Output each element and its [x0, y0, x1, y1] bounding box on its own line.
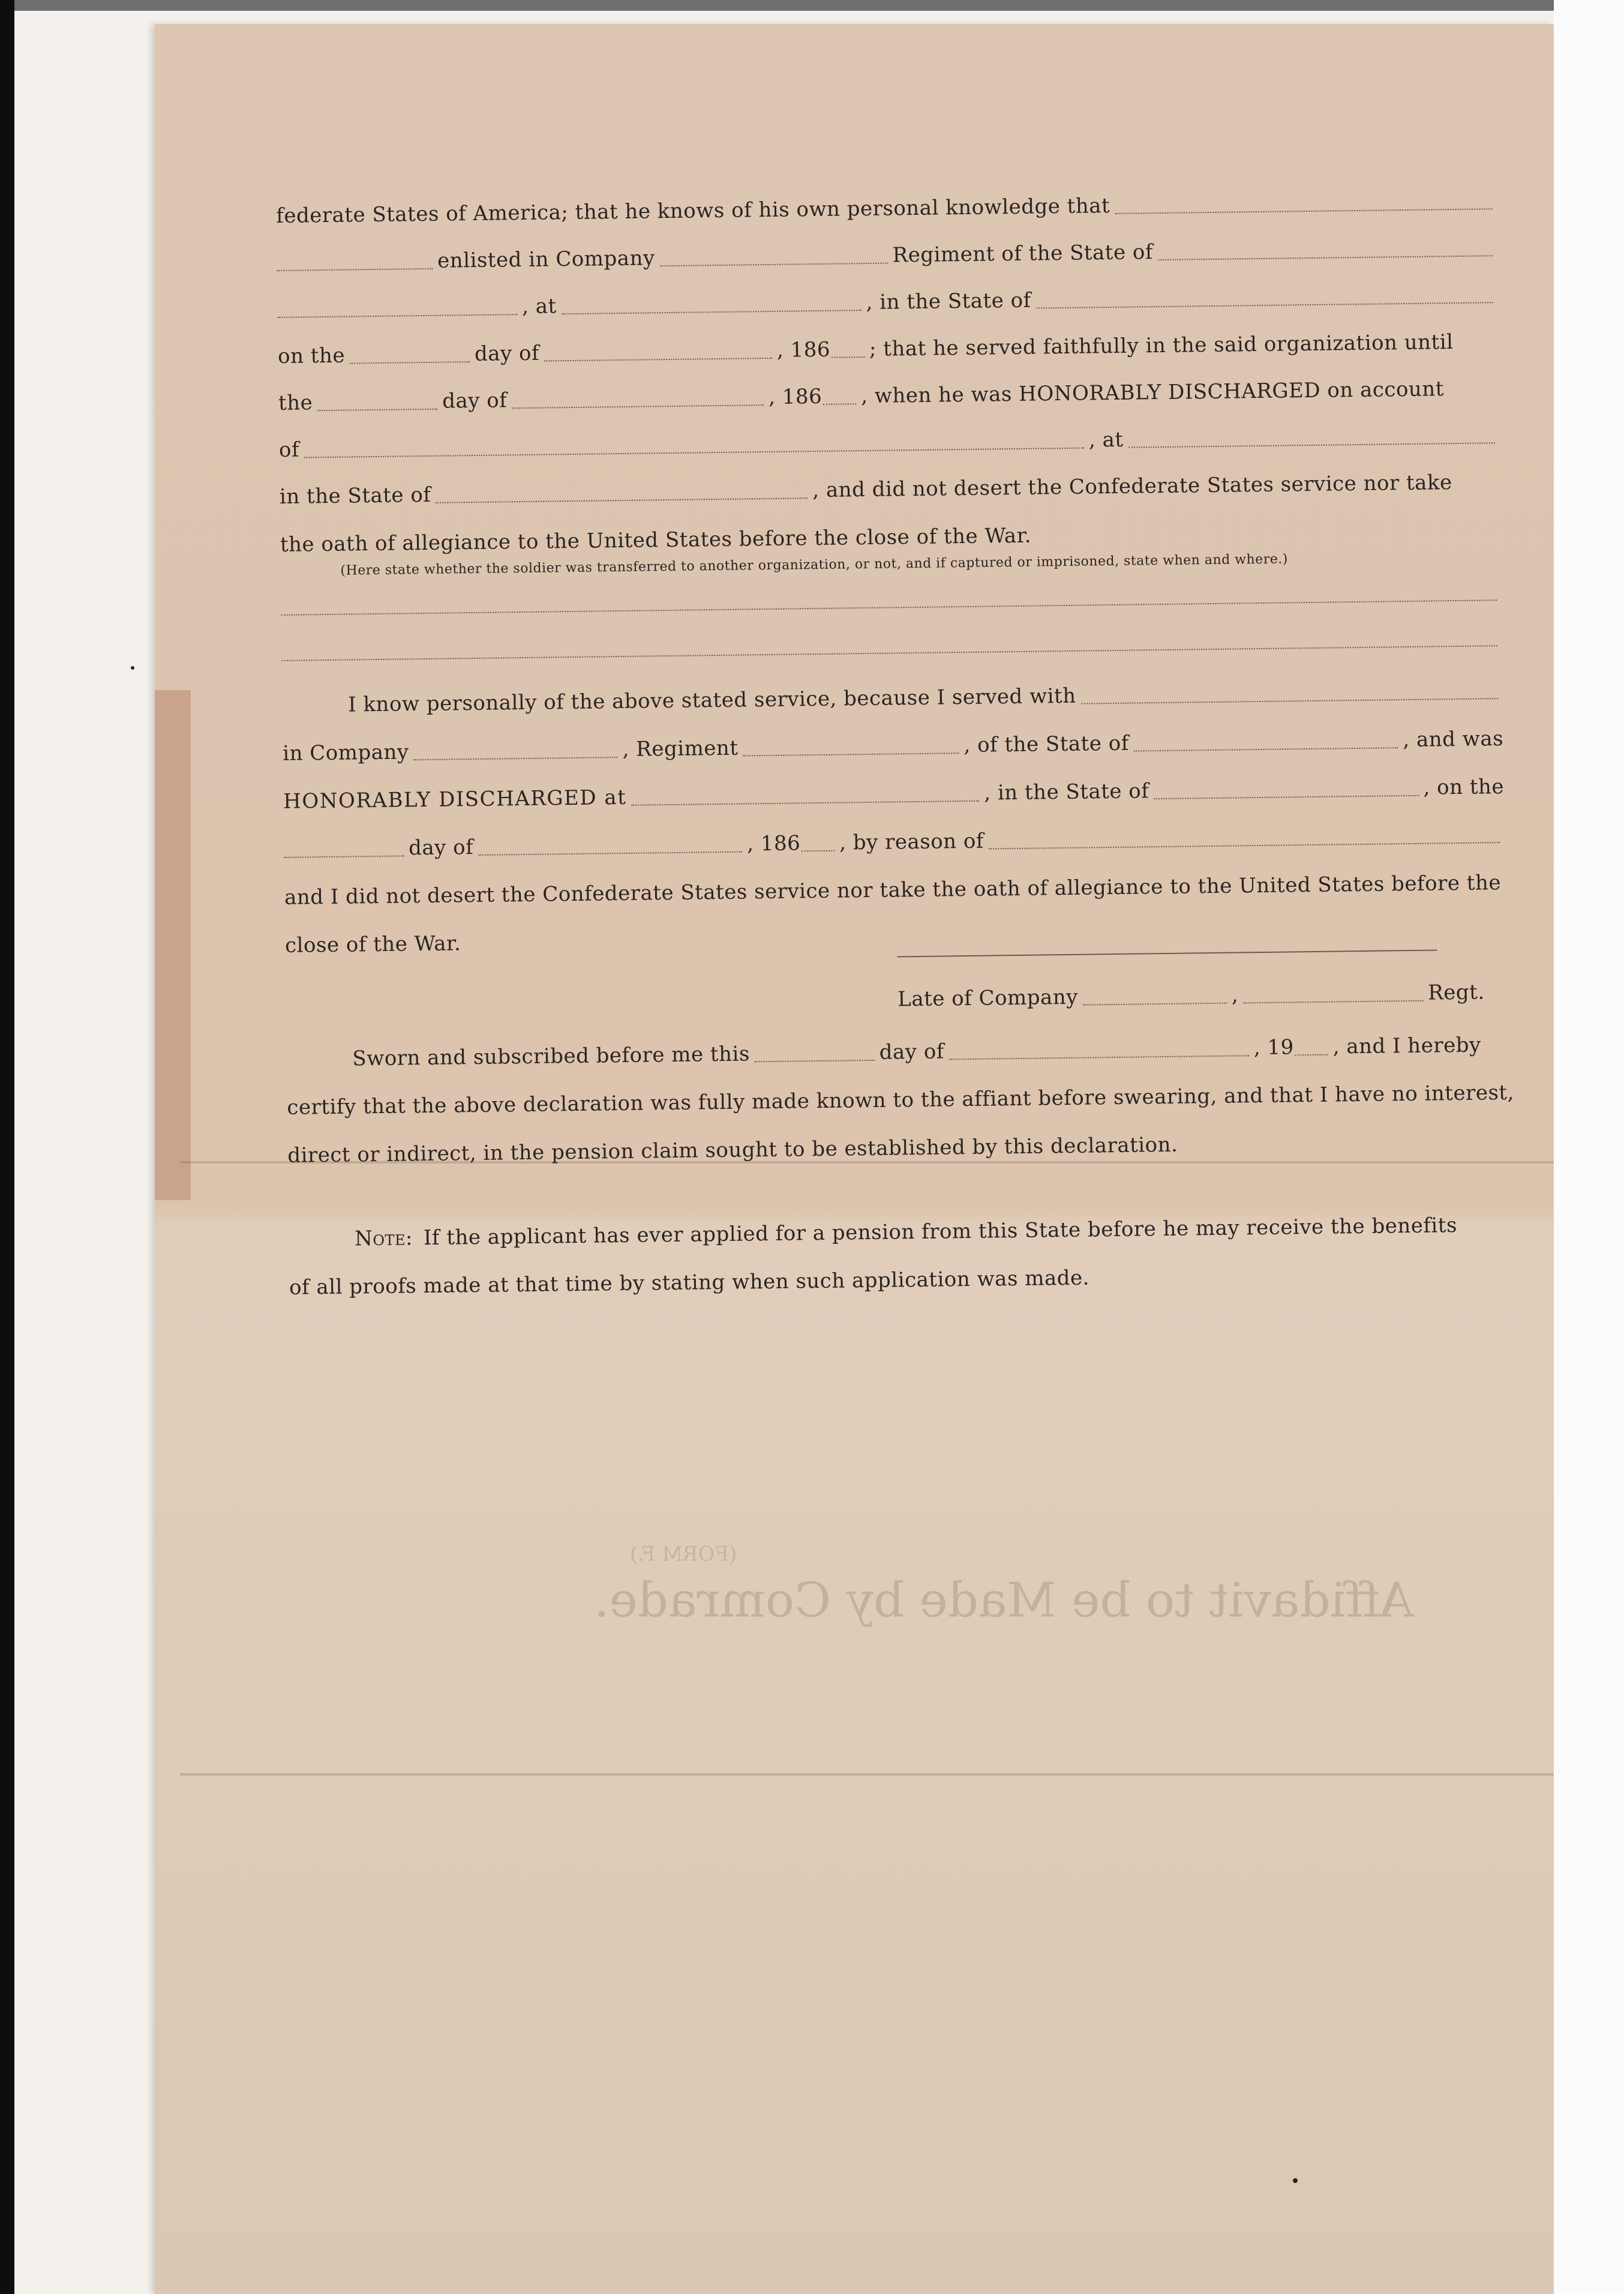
line-20: certify that the above declaration was fully made known to the affiant before swearing, and that I have no interest,	[287, 1080, 1515, 1120]
blank-discharge-year[interactable]	[823, 389, 856, 405]
blank-comrade-company[interactable]	[413, 742, 617, 760]
blank-discharge-state[interactable]	[436, 483, 808, 503]
paper-stain	[155, 690, 191, 1200]
line-18: Late of Company , Regt.	[897, 980, 1485, 1012]
fold-line-lower	[180, 1773, 1554, 1776]
blank-comrade-discharge-reason[interactable]	[989, 827, 1500, 849]
blank-company[interactable]	[660, 248, 888, 267]
blank-late-regiment[interactable]	[1243, 986, 1423, 1004]
blank-enlist-place[interactable]	[562, 295, 861, 314]
blank-enlist-state[interactable]	[1036, 287, 1494, 308]
blank-late-company[interactable]	[1083, 988, 1227, 1006]
scan-edge-right	[1554, 0, 1624, 2294]
paper-speck	[131, 666, 134, 670]
blank-regiment-state[interactable]	[1158, 241, 1493, 260]
instruction-note: (Here state whether the soldier was transferred to another organization, or not, and if captured or imprisoned, state when and where.)	[340, 551, 1289, 578]
blank-comrade-discharge-day[interactable]	[284, 841, 404, 857]
blank-sworn-month[interactable]	[949, 1040, 1249, 1060]
line-15: day of , 186 , by reason of	[284, 823, 1505, 862]
line-3: , at , in the State of	[277, 283, 1498, 322]
blank-sworn-year[interactable]	[1295, 1040, 1328, 1056]
bleed-form-title: Affidavit to be Made by Comrade.	[594, 1572, 1414, 1628]
blank-discharge-place[interactable]	[1128, 428, 1495, 448]
blank-comrade-regiment[interactable]	[743, 738, 959, 756]
blank-regiment[interactable]	[277, 299, 517, 318]
blank-enlist-month[interactable]	[544, 343, 772, 362]
blank-comrade-state[interactable]	[1134, 733, 1398, 751]
blank-comrade-unit[interactable]	[1080, 683, 1498, 704]
paper-speck	[1293, 2178, 1298, 2183]
line-19: Sworn and subscribed before me this day of , 19 , and I hereby	[352, 1033, 1481, 1071]
line-17: close of the War.	[284, 931, 461, 958]
bleed-form-number: (FORM F.)	[630, 1542, 737, 1566]
scan-edge-top	[0, 0, 1624, 11]
blank-discharge-month[interactable]	[512, 390, 764, 409]
blank-enlisted-date[interactable]	[277, 254, 433, 271]
note-line-1: Note: If the applicant has ever applied for a pension from this State before he may receive the benefits	[354, 1213, 1458, 1251]
blank-discharge-day[interactable]	[317, 394, 437, 411]
blank-comrade-discharge-place[interactable]	[631, 786, 979, 806]
line-8: the oath of allegiance to the United States before the close of the War.	[280, 523, 1032, 557]
line-1: federate States of America; that he knows of his own personal knowledge that	[276, 189, 1497, 228]
blank-comrade-discharge-state[interactable]	[1154, 781, 1419, 799]
note-line-2: of all proofs made at that time by stating when such application was made.	[289, 1266, 1090, 1300]
blank-soldier-name[interactable]	[1115, 194, 1492, 214]
line-21: direct or indirect, in the pension claim sought to be established by this declaration.	[287, 1132, 1178, 1168]
scan-edge-left	[0, 0, 14, 2294]
blank-comrade-discharge-month[interactable]	[478, 837, 742, 856]
line-13: in Company , Regiment , of the State of , and was	[282, 727, 1504, 766]
line-4: on the day of , 186 ; that he served faithfully in the said organization until	[277, 330, 1454, 368]
blank-comrade-discharge-year[interactable]	[802, 836, 834, 852]
blank-sworn-day[interactable]	[755, 1045, 875, 1062]
line-5: the day of , 186 , when he was HONORABLY DISCHARGED on account	[278, 377, 1445, 415]
line-6: of , at	[279, 423, 1500, 462]
line-14: HONORABLY DISCHARGED at , in the State of , on the	[283, 775, 1505, 814]
line-2: enlisted in Company Regiment of the State of	[277, 236, 1497, 275]
line-7: in the State of , and did not desert the Confederate States service nor take	[279, 470, 1452, 509]
line-12: I know personally of the above stated service, because I served with	[282, 679, 1503, 718]
blank-enlist-day[interactable]	[350, 347, 470, 364]
blank-enlist-year[interactable]	[831, 342, 864, 358]
line-16: and I did not desert the Confederate States service nor take the oath of allegiance to the United States before the	[284, 871, 1502, 910]
